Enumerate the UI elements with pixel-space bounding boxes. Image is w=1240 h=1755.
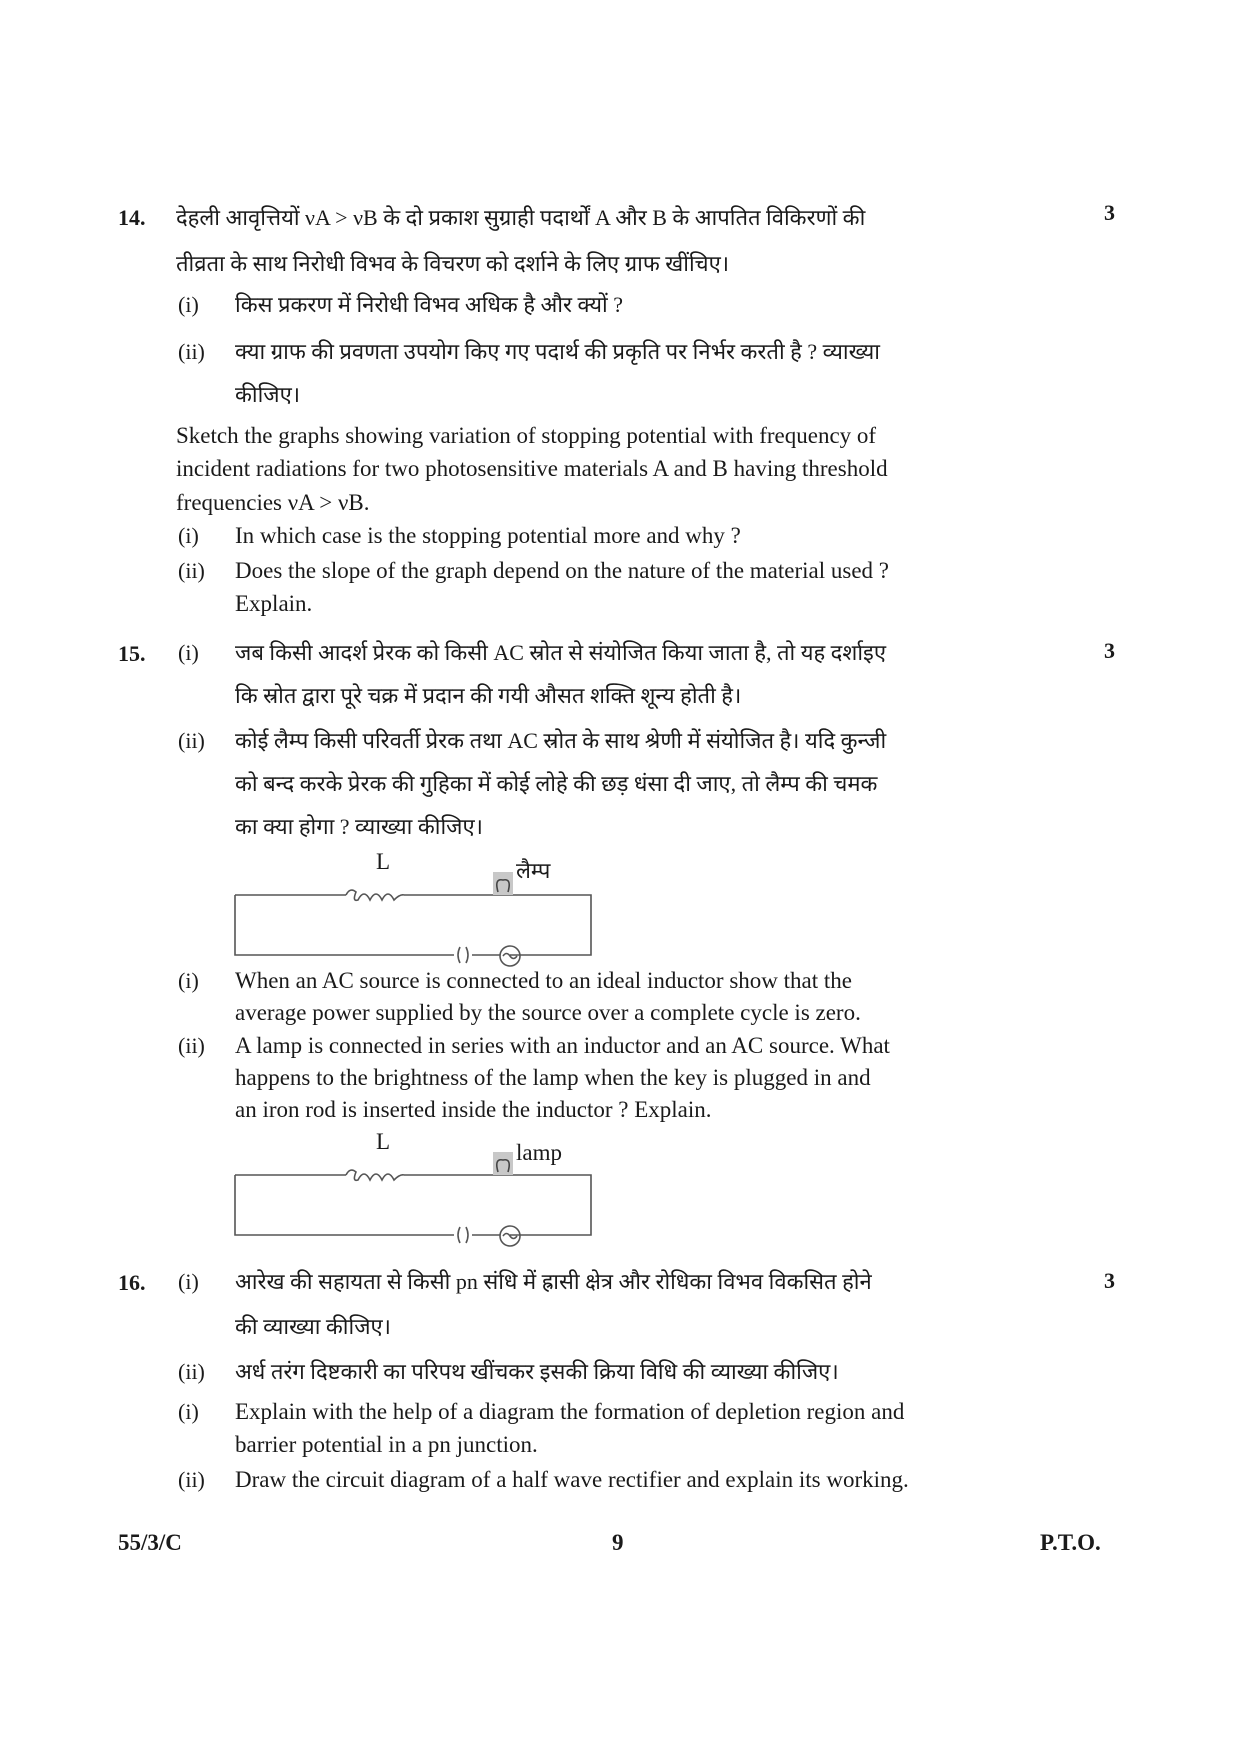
inductor-label: L	[376, 849, 391, 874]
inductor-label: L	[376, 1129, 391, 1154]
lamp-label: lamp	[516, 1140, 562, 1165]
q16-hindi-i: की व्याख्या कीजिए।	[235, 1314, 392, 1339]
item-label: (ii)	[178, 1359, 205, 1384]
q14-english-i: In which case is the stopping potential more and why ?	[235, 523, 741, 548]
q16-english-i: Explain with the help of a diagram the formation of depletion region and	[235, 1399, 905, 1424]
q14-hindi-line: तीव्रता के साथ निरोधी विभव के विचरण को दर्शाने के लिए ग्राफ खींचिए।	[176, 251, 730, 276]
q15-hindi-ii: को बन्द करके प्रेरक की गुहिका में कोई लोहे की छड़ धंसा दी जाए, तो लैम्प की चमक	[235, 771, 878, 796]
q16-english-i: barrier potential in a pn junction.	[235, 1432, 538, 1457]
paper-code: 55/3/C	[118, 1530, 182, 1555]
key-icon	[458, 1227, 468, 1243]
lamp-label: लैम्प	[516, 858, 551, 883]
q16-hindi-ii: अर्ध तरंग दिष्टकारी का परिपथ खींचकर इसकी क्रिया विधि की व्याख्या कीजिए।	[235, 1359, 839, 1384]
wire	[235, 1175, 591, 1235]
q15-english-i: When an AC source is connected to an ideal inductor show that the	[235, 968, 852, 993]
item-label: (i)	[178, 640, 199, 665]
item-label: (ii)	[178, 1467, 205, 1492]
item-label: (ii)	[178, 558, 205, 583]
item-label: (i)	[178, 1269, 199, 1294]
circuit-hindi	[235, 872, 591, 966]
q15-hindi-ii: का क्या होगा ? व्याख्या कीजिए।	[235, 814, 483, 839]
item-label: (i)	[178, 523, 199, 548]
key-icon	[458, 947, 468, 963]
inductor-icon	[346, 890, 404, 900]
wire	[235, 895, 591, 955]
q14-english-ii: Explain.	[235, 591, 313, 616]
item-label: (ii)	[178, 339, 205, 364]
q16-hindi-i: आरेख की सहायता से किसी pn संधि में ह्रासी क्षेत्र और रोधिका विभव विकसित होने	[235, 1269, 872, 1294]
item-label: (i)	[178, 292, 199, 317]
q16-english-ii: Draw the circuit diagram of a half wave rectifier and explain its working.	[235, 1467, 909, 1492]
question-number: 14.	[118, 205, 146, 230]
q14-hindi-line: देहली आवृत्तियों νA > νB के दो प्रकाश सुग्राही पदार्थों A और B के आपतित विकिरणों की	[176, 205, 866, 230]
item-label: (i)	[178, 968, 199, 993]
q15-hindi-i: कि स्रोत द्वारा पूरे चक्र में प्रदान की गयी औसत शक्ति शून्य होती है।	[235, 683, 742, 708]
q14-english-line: Sketch the graphs showing variation of stopping potential with frequency of	[176, 423, 877, 448]
q14-hindi-ii: कीजिए।	[235, 382, 301, 407]
question-number: 16.	[118, 1270, 146, 1295]
q14-english-ii: Does the slope of the graph depend on the nature of the material used ?	[235, 558, 889, 583]
ac-source-icon	[500, 1226, 520, 1246]
item-label: (ii)	[178, 728, 205, 753]
item-label: (ii)	[178, 1033, 205, 1058]
q15-english-ii: an iron rod is inserted inside the inductor ? Explain.	[235, 1097, 712, 1122]
q15-english-ii: happens to the brightness of the lamp when the key is plugged in and	[235, 1065, 871, 1090]
q14-english-line: frequencies νA > νB.	[176, 490, 370, 515]
lamp-icon	[493, 1152, 513, 1175]
question-number: 15.	[118, 641, 146, 666]
q15-hindi-i: जब किसी आदर्श प्रेरक को किसी AC स्रोत से संयोजित किया जाता है, तो यह दर्शाइए	[235, 640, 886, 665]
inductor-icon	[346, 1170, 404, 1180]
item-label: (i)	[178, 1399, 199, 1424]
page-number: 9	[612, 1530, 624, 1555]
marks: 3	[1104, 1268, 1115, 1293]
q15-english-ii: A lamp is connected in series with an inductor and an AC source. What	[235, 1033, 890, 1058]
lamp-icon	[493, 872, 513, 895]
q15-english-i: average power supplied by the source over a complete cycle is zero.	[235, 1000, 861, 1025]
q14-english-line: incident radiations for two photosensitive materials A and B having threshold	[176, 456, 888, 481]
q14-hindi-i: किस प्रकरण में निरोधी विभव अधिक है और क्यों ?	[235, 292, 624, 317]
marks: 3	[1104, 638, 1115, 663]
q14-hindi-ii: क्या ग्राफ की प्रवणता उपयोग किए गए पदार्थ की प्रकृति पर निर्भर करती है ? व्याख्या	[235, 339, 880, 364]
ac-source-icon	[500, 946, 520, 966]
pto-label: P.T.O.	[1040, 1530, 1101, 1555]
marks: 3	[1104, 200, 1115, 225]
q15-hindi-ii: कोई लैम्प किसी परिवर्ती प्रेरक तथा AC स्रोत के साथ श्रेणी में संयोजित है। यदि कुन्जी	[235, 728, 887, 753]
